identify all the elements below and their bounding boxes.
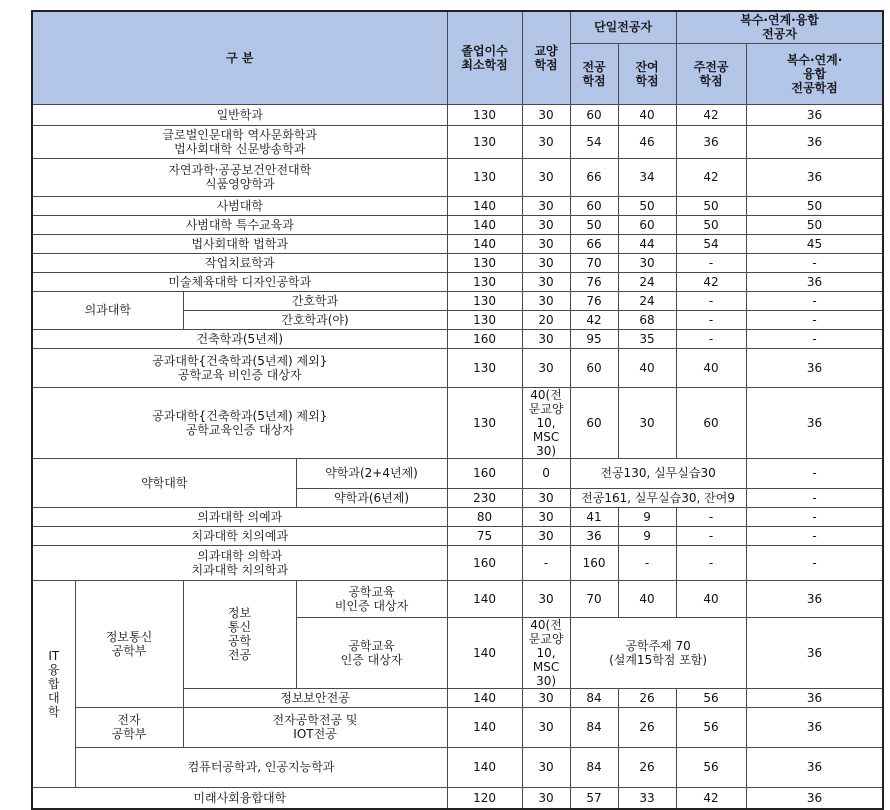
cell-min: 80: [447, 507, 522, 526]
row-name: 간호학과(야): [183, 310, 447, 329]
cell-major: 160: [570, 545, 618, 580]
table-row: [32, 125, 883, 158]
cell-min: 160: [447, 545, 522, 580]
cell-major: 42: [570, 310, 618, 329]
cell-liberal: 30: [522, 526, 570, 545]
cell-multi: 36: [746, 747, 883, 787]
group-it-college: IT 융 합 대 학: [32, 580, 75, 787]
cell-liberal: 30: [522, 291, 570, 310]
cell-min: 140: [447, 196, 522, 215]
cell-multi: 36: [746, 688, 883, 707]
cell-min: 130: [447, 310, 522, 329]
cell-min: 140: [447, 747, 522, 787]
cell-remaining: 26: [618, 747, 676, 787]
cell-multi: -: [746, 545, 883, 580]
cell-primary: 42: [676, 158, 746, 196]
cell-remaining: 24: [618, 272, 676, 291]
table-row: [32, 215, 883, 234]
cell-major: 60: [570, 348, 618, 387]
cell-liberal: 40(전문교양 10, MSC 30): [522, 387, 570, 458]
header-multi-major-credits: 복수·연계· 융합 전공학점: [746, 43, 883, 104]
header-multi-major: 복수·연계·융합 전공자: [676, 11, 883, 43]
cell-liberal: -: [522, 545, 570, 580]
cell-liberal: 30: [522, 747, 570, 787]
cell-remaining: 46: [618, 125, 676, 158]
row-name: 정보보안전공: [183, 688, 447, 707]
table-row: [32, 196, 883, 215]
row-name: 공과대학{건축학과(5년제) 제외} 공학교육인증 대상자: [32, 387, 447, 458]
cell-remaining: 9: [618, 526, 676, 545]
cell-primary: -: [676, 507, 746, 526]
cell-multi: 36: [746, 348, 883, 387]
cell-liberal: 0: [522, 458, 570, 488]
row-name: 사범대학: [32, 196, 447, 215]
cell-primary: 42: [676, 787, 746, 809]
cell-major: 76: [570, 272, 618, 291]
cell-major: 84: [570, 688, 618, 707]
cell-multi: 36: [746, 158, 883, 196]
table-row: [32, 580, 883, 617]
cell-min: 160: [447, 329, 522, 348]
row-name: 의과대학 의학과 치과대학 치의학과: [32, 545, 447, 580]
row-name: 치과대학 치의예과: [32, 526, 447, 545]
table-row: [32, 234, 883, 253]
row-name: 법사회대학 법학과: [32, 234, 447, 253]
header-single-major: 단일전공자: [570, 11, 676, 43]
row-name: 미래사회융합대학: [32, 787, 447, 809]
cell-min: 230: [447, 488, 522, 507]
table-row: [32, 526, 883, 545]
table-row: [32, 707, 883, 747]
cell-primary: 40: [676, 580, 746, 617]
cell-remaining: 40: [618, 104, 676, 125]
cell-remaining: 26: [618, 688, 676, 707]
cell-min: 140: [447, 707, 522, 747]
cell-multi: 50: [746, 215, 883, 234]
group-pharmacy-college: 약학대학: [32, 458, 296, 507]
cell-major: 60: [570, 387, 618, 458]
row-name: 의과대학 의예과: [32, 507, 447, 526]
cell-remaining: 40: [618, 580, 676, 617]
row-name: 글로벌인문대학 역사문화학과 법사회대학 신문방송학과: [32, 125, 447, 158]
table-row: [32, 291, 883, 310]
cell-liberal: 30: [522, 707, 570, 747]
cell-multi: -: [746, 488, 883, 507]
cell-liberal: 30: [522, 253, 570, 272]
cell-min: 130: [447, 348, 522, 387]
row-name: 일반학과: [32, 104, 447, 125]
cell-remaining: 30: [618, 253, 676, 272]
cell-primary: 40: [676, 348, 746, 387]
cell-liberal: 30: [522, 272, 570, 291]
cell-remaining: 40: [618, 348, 676, 387]
cell-primary: 36: [676, 125, 746, 158]
cell-multi: 36: [746, 104, 883, 125]
cell-primary: 42: [676, 272, 746, 291]
header-primary-major-credits: 주전공 학점: [676, 43, 746, 104]
cell-major: 60: [570, 196, 618, 215]
row-name: 미술체육대학 디자인공학과: [32, 272, 447, 291]
table-row: [32, 458, 883, 488]
cell-multi: 36: [746, 580, 883, 617]
cell-primary: -: [676, 526, 746, 545]
cell-remaining: 68: [618, 310, 676, 329]
table-row: [32, 747, 883, 787]
row-name: 사범대학 특수교육과: [32, 215, 447, 234]
cell-remaining: 60: [618, 215, 676, 234]
cell-merged-credits: 전공130, 실무실습30: [570, 458, 746, 488]
cell-major: 57: [570, 787, 618, 809]
cell-remaining: 9: [618, 507, 676, 526]
header-category: 구 분: [32, 11, 447, 104]
header-major-credits: 전공 학점: [570, 43, 618, 104]
cell-multi: 36: [746, 272, 883, 291]
cell-primary: -: [676, 329, 746, 348]
cell-min: 75: [447, 526, 522, 545]
cell-min: 120: [447, 787, 522, 809]
row-name: 약학과(6년제): [296, 488, 447, 507]
cell-major: 70: [570, 580, 618, 617]
cell-major: 95: [570, 329, 618, 348]
cell-major: 66: [570, 158, 618, 196]
cell-multi: 45: [746, 234, 883, 253]
cell-liberal: 30: [522, 234, 570, 253]
cell-remaining: 33: [618, 787, 676, 809]
cell-remaining: 26: [618, 707, 676, 747]
table-row: [32, 545, 883, 580]
cell-remaining: 50: [618, 196, 676, 215]
cell-multi: -: [746, 291, 883, 310]
cell-min: 130: [447, 125, 522, 158]
row-name: 공학교육 비인증 대상자: [296, 580, 447, 617]
table-row: [32, 158, 883, 196]
cell-liberal: 30: [522, 158, 570, 196]
table-row: [32, 507, 883, 526]
cell-primary: 54: [676, 234, 746, 253]
header-min-credits: 졸업이수 최소학점: [447, 11, 522, 104]
cell-multi: 36: [746, 787, 883, 809]
cell-min: 160: [447, 458, 522, 488]
cell-remaining: 35: [618, 329, 676, 348]
cell-multi: -: [746, 458, 883, 488]
row-name: 공학교육 인증 대상자: [296, 617, 447, 688]
group-medical-college: 의과대학: [32, 291, 183, 329]
cell-remaining: -: [618, 545, 676, 580]
cell-major: 84: [570, 747, 618, 787]
cell-min: 130: [447, 158, 522, 196]
cell-major: 70: [570, 253, 618, 272]
cell-liberal: 30: [522, 104, 570, 125]
cell-merged-credits: 공학주제 70 (설계15학점 포함): [570, 617, 746, 688]
row-name: 컴퓨터공학과, 인공지능학과: [75, 747, 447, 787]
header-remaining-credits: 잔여 학점: [618, 43, 676, 104]
cell-remaining: 44: [618, 234, 676, 253]
cell-remaining: 34: [618, 158, 676, 196]
group-info-comm-track: 정보 통신 공학 전공: [183, 580, 296, 688]
cell-merged-credits: 전공161, 실무실습30, 잔여9: [570, 488, 746, 507]
cell-remaining: 30: [618, 387, 676, 458]
credit-table-container: [31, 10, 884, 810]
table-row: [32, 272, 883, 291]
cell-liberal: 30: [522, 215, 570, 234]
cell-liberal: 30: [522, 196, 570, 215]
cell-multi: 36: [746, 387, 883, 458]
cell-remaining: 24: [618, 291, 676, 310]
cell-major: 84: [570, 707, 618, 747]
cell-major: 60: [570, 104, 618, 125]
cell-liberal: 30: [522, 488, 570, 507]
cell-liberal: 40(전문교양 10, MSC 30): [522, 617, 570, 688]
cell-primary: 42: [676, 104, 746, 125]
cell-liberal: 30: [522, 688, 570, 707]
cell-major: 41: [570, 507, 618, 526]
cell-major: 76: [570, 291, 618, 310]
cell-major: 66: [570, 234, 618, 253]
cell-major: 54: [570, 125, 618, 158]
cell-major: 50: [570, 215, 618, 234]
graduation-credit-table: [31, 10, 884, 810]
cell-min: 130: [447, 291, 522, 310]
cell-min: 130: [447, 272, 522, 291]
cell-liberal: 30: [522, 787, 570, 809]
row-name: 건축학과(5년제): [32, 329, 447, 348]
cell-liberal: 30: [522, 125, 570, 158]
cell-primary: -: [676, 545, 746, 580]
row-name: 자연과학·공공보건안전대학 식품영양학과: [32, 158, 447, 196]
table-row: [32, 104, 883, 125]
cell-major: 36: [570, 526, 618, 545]
cell-liberal: 30: [522, 507, 570, 526]
table-row: [32, 348, 883, 387]
cell-min: 130: [447, 253, 522, 272]
cell-multi: -: [746, 526, 883, 545]
cell-primary: 56: [676, 707, 746, 747]
row-name: 공과대학{건축학과(5년제) 제외} 공학교육 비인증 대상자: [32, 348, 447, 387]
cell-primary: -: [676, 253, 746, 272]
cell-multi: -: [746, 253, 883, 272]
table-row: [32, 787, 883, 809]
cell-primary: 56: [676, 688, 746, 707]
header-liberal-credits: 교양 학점: [522, 11, 570, 104]
row-name: 간호학과: [183, 291, 447, 310]
cell-multi: -: [746, 329, 883, 348]
cell-multi: 36: [746, 617, 883, 688]
cell-primary: -: [676, 291, 746, 310]
row-name: 전자공학전공 및 IOT전공: [183, 707, 447, 747]
group-info-comm-dept: 정보통신 공학부: [75, 580, 183, 707]
cell-multi: -: [746, 507, 883, 526]
cell-multi: 36: [746, 707, 883, 747]
cell-liberal: 20: [522, 310, 570, 329]
table-row: [32, 253, 883, 272]
table-row: [32, 329, 883, 348]
cell-primary: -: [676, 310, 746, 329]
cell-liberal: 30: [522, 580, 570, 617]
group-electronics-dept: 전자 공학부: [75, 707, 183, 747]
cell-multi: 50: [746, 196, 883, 215]
cell-multi: 36: [746, 125, 883, 158]
cell-liberal: 30: [522, 348, 570, 387]
cell-min: 140: [447, 617, 522, 688]
cell-primary: 50: [676, 215, 746, 234]
table-row: [32, 387, 883, 458]
cell-min: 140: [447, 234, 522, 253]
cell-liberal: 30: [522, 329, 570, 348]
cell-min: 140: [447, 215, 522, 234]
cell-primary: 50: [676, 196, 746, 215]
row-name: 약학과(2+4년제): [296, 458, 447, 488]
cell-primary: 60: [676, 387, 746, 458]
cell-min: 140: [447, 580, 522, 617]
cell-min: 140: [447, 688, 522, 707]
row-name: 작업치료학과: [32, 253, 447, 272]
cell-multi: -: [746, 310, 883, 329]
cell-min: 130: [447, 387, 522, 458]
cell-min: 130: [447, 104, 522, 125]
cell-primary: 56: [676, 747, 746, 787]
